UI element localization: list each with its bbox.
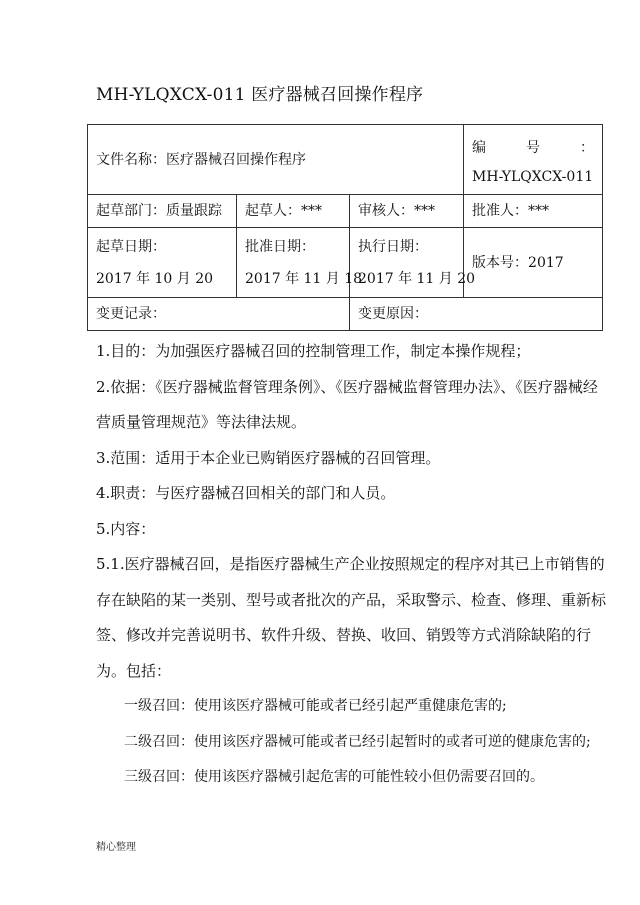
level-three-recall-paragraph: 三级召回：使用该医疗器械引起危害的可能性较小但仍需要召回的。 xyxy=(124,769,544,785)
approver-text: 批准人：*** xyxy=(472,203,550,219)
document-code-cell xyxy=(464,125,603,195)
table-row xyxy=(88,228,603,298)
content-heading: 5.内容： xyxy=(96,519,156,538)
purpose-paragraph: 1.目的：为加强医疗器械召回的控制管理工作，制定本操作规程； xyxy=(96,342,531,360)
document-title: MH-YLQXCX-011 医疗器械召回操作程序 xyxy=(96,85,424,105)
recall-definition-paragraph: 5.1.医疗器械召回，是指医疗器械生产企业按照规定的程序对其已上市销售的存在缺陷的某一类别、型号或者批次的产品，采取警示、检查、修理、重新标签、修改并完善说明书、软件升级、替换、收回、销毁等方式消除缺陷的行为。包括： xyxy=(96,555,607,680)
document-code-label xyxy=(472,129,594,163)
exec-date-value: 2017 年 11 月 20 xyxy=(358,270,476,287)
change-reason-text: 变更原因： xyxy=(358,306,428,322)
drafter-text: 起草人：*** xyxy=(245,203,322,219)
drafting-dept-text: 起草部门：质量跟踪 xyxy=(96,203,222,219)
code-label-char: 编 xyxy=(472,139,487,156)
draft-date-value: 2017 年 10 月 20 xyxy=(96,270,214,287)
file-name-cell xyxy=(88,125,464,195)
reviewer-cell xyxy=(350,195,464,228)
table-row xyxy=(88,298,603,331)
change-record-text: 变更记录： xyxy=(96,306,166,322)
basis-paragraph: 2.依据：《医疗器械监督管理条例》、《医疗器械监督管理办法》、《医疗器械经营质量管理规范》等法律法规。 xyxy=(96,377,598,431)
change-reason-cell xyxy=(350,298,603,331)
draft-date-cell xyxy=(88,228,237,298)
duties-paragraph: 4.职责：与医疗器械召回相关的部门和人员。 xyxy=(96,484,396,502)
document-info-table xyxy=(87,124,603,331)
footer-note: 精心整理 xyxy=(96,842,136,853)
approve-date-cell xyxy=(237,228,363,298)
table-row xyxy=(88,195,603,228)
version-text: 版本号：2017 xyxy=(472,254,564,271)
document-code-value: MH-YLQXCX-011 xyxy=(472,168,594,185)
change-record-cell xyxy=(88,298,350,331)
file-name-text: 文件名称：医疗器械召回操作程序 xyxy=(96,151,306,168)
approve-date-label: 批准日期： xyxy=(245,238,315,255)
table-row xyxy=(88,125,603,195)
scope-paragraph: 3.范围：适用于本企业已购销医疗器械的召回管理。 xyxy=(96,448,441,467)
level-one-recall-paragraph: 一级召回：使用该医疗器械可能或者已经引起严重健康危害的; xyxy=(124,698,507,714)
code-label-char: ： xyxy=(580,139,595,156)
draft-date-label: 起草日期： xyxy=(96,238,166,255)
document-body xyxy=(96,334,606,796)
drafter-cell xyxy=(237,195,350,228)
exec-date-cell xyxy=(350,228,476,298)
reviewer-text: 审核人：*** xyxy=(358,203,435,219)
version-cell xyxy=(464,228,603,298)
code-label-char: 号 xyxy=(526,139,541,156)
approve-date-value: 2017 年 11 月 18 xyxy=(245,270,363,287)
exec-date-label: 执行日期： xyxy=(358,238,428,255)
level-two-recall-paragraph: 二级召回：使用该医疗器械可能或者已经引起暂时的或者可逆的健康危害的; xyxy=(124,733,591,750)
drafting-dept-cell xyxy=(88,195,237,228)
approver-cell xyxy=(464,195,603,228)
